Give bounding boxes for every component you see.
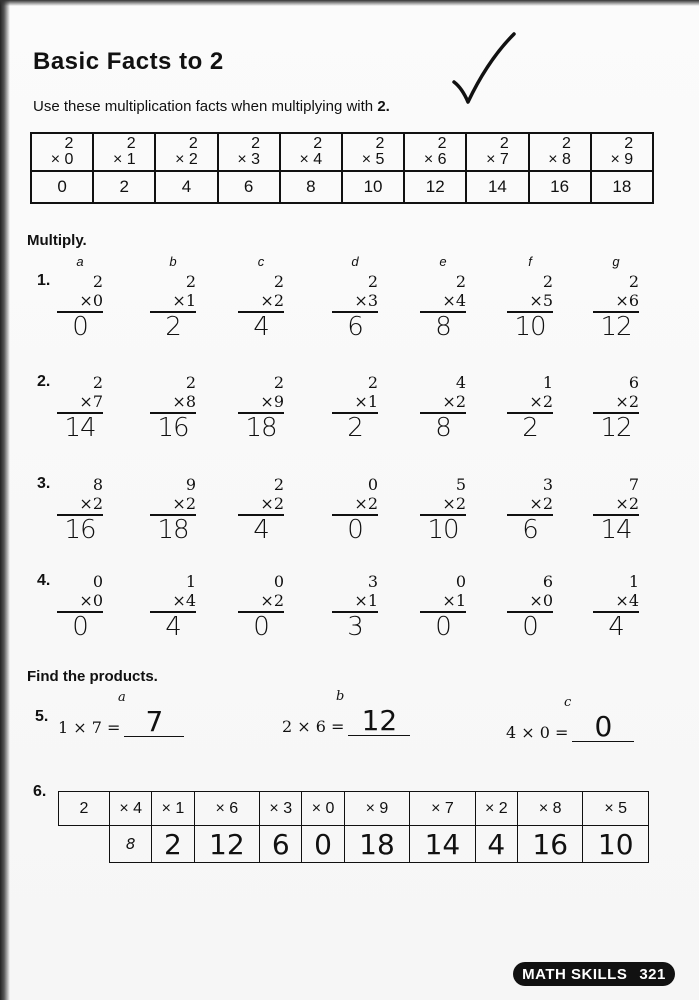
fact-stack: [362, 136, 385, 168]
fact-stack: [486, 136, 509, 168]
handwritten-answer[interactable]: 14: [64, 413, 96, 443]
fact-product: 16: [529, 171, 591, 203]
problem-2-f: [507, 373, 553, 442]
column-letter-b: b: [169, 254, 177, 269]
handwritten-answer[interactable]: 10: [427, 515, 459, 545]
row-number-1: 1.: [37, 272, 51, 289]
row-number-2: 2.: [37, 373, 51, 390]
problem-4-e: [420, 572, 466, 641]
multiplier: ×8: [172, 392, 196, 411]
problem-3-a: [57, 475, 103, 544]
row-number-5: 5.: [35, 708, 49, 725]
table6-multiplier: × 8: [517, 792, 582, 826]
item-letter: a: [118, 690, 126, 705]
fact-top: 2: [562, 135, 571, 152]
multiplicand: 1: [542, 373, 553, 392]
expression: 4 × 0 =: [506, 723, 569, 742]
multiplicand: 2: [273, 373, 284, 392]
fact-top: 2: [64, 135, 74, 152]
table6-multiplier: × 6: [194, 792, 259, 826]
table6-answer[interactable]: 14: [410, 826, 475, 863]
fact-stack: [237, 136, 260, 168]
multiplier: ×0: [529, 591, 553, 610]
problem-3-b: [150, 475, 196, 544]
footer-brand: MATH SKILLS: [522, 965, 628, 983]
multiplier: ×2: [615, 494, 639, 513]
fact-stack: [175, 136, 198, 168]
handwritten-answer[interactable]: 4: [608, 612, 624, 642]
table6-answer[interactable]: 12: [194, 826, 259, 863]
column-letter-f: f: [528, 254, 532, 269]
problem-3-d: [332, 475, 378, 544]
products-table: [58, 791, 649, 863]
fact-multiplier: × 6: [423, 151, 447, 168]
fact-cell: [31, 133, 93, 171]
multiplier: ×1: [442, 591, 466, 610]
multiplicand: 0: [92, 572, 103, 591]
multiplicand: 2: [367, 272, 378, 291]
table6-multiplier: × 9: [344, 792, 409, 826]
table6-empty: [59, 826, 110, 863]
multiplier: ×1: [172, 291, 196, 310]
checkmark-icon: [448, 30, 528, 110]
problem-4-a: [57, 572, 103, 641]
answer-blank[interactable]: 12: [348, 707, 410, 736]
problem-4-b: [150, 572, 196, 641]
problem-1-d: [332, 272, 378, 341]
fact-stack: [113, 136, 136, 168]
handwritten-answer[interactable]: 3: [347, 612, 363, 642]
multiplier: ×4: [442, 291, 466, 310]
fact-product: 10: [342, 171, 404, 203]
multiplicand: 0: [455, 572, 466, 591]
problem-2-c: [238, 373, 284, 442]
multiplier: ×1: [354, 392, 378, 411]
fact-top: 2: [437, 135, 447, 152]
multiplicand: 2: [185, 373, 196, 392]
expression: 2 × 6 =: [282, 717, 345, 736]
column-letter-g: g: [612, 254, 620, 269]
fact-multiplier: × 2: [175, 151, 198, 168]
fact-top: 2: [188, 135, 198, 152]
footer-badge: [513, 962, 675, 986]
row-number-6: 6.: [33, 783, 47, 800]
multiplicand: 6: [542, 572, 553, 591]
fact-cell: [342, 133, 404, 171]
fact-cell: [218, 133, 280, 171]
handwritten-answer[interactable]: 16: [157, 413, 189, 443]
fact-product: 12: [404, 171, 466, 203]
problem-4-c: [238, 572, 284, 641]
fact-stack: [424, 136, 447, 168]
problem-3-e: [420, 475, 466, 544]
problem-2-e: [420, 373, 466, 442]
multiplicand: 2: [542, 272, 553, 291]
footer-page-number: 321: [639, 965, 666, 983]
multiplier: ×2: [529, 494, 553, 513]
table6-answer[interactable]: 0: [302, 826, 344, 863]
table6-answer[interactable]: 10: [583, 826, 649, 863]
fact-product: 2: [93, 171, 155, 203]
multiplier: ×2: [442, 392, 466, 411]
table6-multiplier: × 5: [583, 792, 649, 826]
problem-3-f: [507, 475, 553, 544]
table6-multiplier: × 1: [152, 792, 194, 826]
fact-multiplier: × 0: [50, 151, 74, 168]
multiplicand: 1: [185, 572, 196, 591]
handwritten-answer[interactable]: 0: [253, 612, 269, 642]
multiplicand: 7: [628, 475, 639, 494]
multiplier: ×2: [442, 494, 466, 513]
multiplicand: 0: [273, 572, 284, 591]
instructions-text: Use these multiplication facts when multiplying with: [33, 98, 378, 115]
fact-stack: [548, 136, 571, 168]
handwritten-answer[interactable]: 18: [157, 515, 189, 545]
table6-multiplier: × 2: [475, 792, 517, 826]
multiplier: ×2: [79, 494, 103, 513]
fact-top: 2: [624, 135, 634, 152]
item-letter: b: [336, 689, 345, 704]
multiplicand: 2: [92, 373, 103, 392]
fact-cell: [93, 133, 155, 171]
multiplier: ×0: [79, 591, 103, 610]
handwritten-answer[interactable]: 0: [522, 612, 538, 642]
multiplier: ×2: [354, 494, 378, 513]
multiplier: ×2: [260, 591, 284, 610]
handwritten-answer[interactable]: 2: [347, 413, 363, 443]
handwritten-answer[interactable]: 16: [64, 515, 96, 545]
table6-answer[interactable]: 2: [152, 826, 194, 863]
page-title: Basic Facts to 2: [33, 48, 224, 75]
fact-top: 2: [375, 135, 385, 152]
multiply-heading: Multiply.: [27, 232, 87, 249]
multiplier: ×6: [615, 291, 639, 310]
fact-multiplier: × 9: [610, 151, 634, 168]
multiplier: ×5: [529, 291, 553, 310]
find-product-b: [282, 689, 410, 737]
multiplier: ×2: [260, 494, 284, 513]
handwritten-answer[interactable]: 2: [522, 413, 538, 443]
table6-multiplier: × 7: [410, 792, 475, 826]
fact-stack: [300, 136, 323, 168]
fact-product: 18: [591, 171, 653, 203]
fact-multiplier: × 7: [486, 151, 509, 168]
problem-1-g: [593, 272, 639, 341]
fact-top: 2: [251, 135, 260, 152]
handwritten-answer[interactable]: 12: [600, 312, 632, 342]
table6-start: 2: [59, 792, 110, 826]
handwritten-answer[interactable]: 0: [72, 312, 88, 342]
problem-3-c: [238, 475, 284, 544]
find-products-heading: Find the products.: [27, 668, 158, 685]
fact-cell: [529, 133, 591, 171]
handwritten-answer[interactable]: 4: [253, 312, 269, 342]
fact-multiplier: × 5: [361, 151, 385, 168]
find-product-c: [506, 695, 634, 743]
fact-top: 2: [313, 135, 323, 152]
column-letter-a: a: [76, 254, 84, 269]
handwritten-answer[interactable]: 8: [435, 312, 451, 342]
handwritten-answer[interactable]: 4: [165, 612, 181, 642]
fact-product: 6: [218, 171, 280, 203]
problem-4-d: [332, 572, 378, 641]
instructions-number: 2.: [377, 98, 390, 115]
column-letter-c: c: [257, 254, 265, 269]
fact-stack: [611, 136, 634, 168]
multiplier: ×1: [354, 591, 378, 610]
problem-1-f: [507, 272, 553, 341]
table6-multiplier: × 4: [110, 792, 152, 826]
handwritten-answer[interactable]: 10: [514, 312, 546, 342]
column-letter-d: d: [351, 254, 359, 269]
page-shadow-top: [0, 0, 699, 6]
handwritten-answer[interactable]: 6: [522, 515, 538, 545]
multiplicand: 9: [185, 475, 196, 494]
table6-answer[interactable]: 16: [517, 826, 582, 863]
multiplicand: 1: [628, 572, 639, 591]
table6-answer[interactable]: 6: [260, 826, 302, 863]
fact-cell: [466, 133, 528, 171]
fact-cell: [591, 133, 653, 171]
multiplicand: 6: [628, 373, 639, 392]
fact-multiplier: × 4: [299, 151, 323, 168]
multiplier: ×9: [260, 392, 284, 411]
problem-2-a: [57, 373, 103, 442]
table6-answer[interactable]: 18: [344, 826, 409, 863]
handwritten-answer[interactable]: 6: [347, 312, 363, 342]
fact-top: 2: [126, 135, 136, 152]
fact-product: 8: [280, 171, 342, 203]
problem-2-b: [150, 373, 196, 442]
find-product-a: [58, 690, 184, 738]
multiplier: ×2: [529, 392, 553, 411]
row-number-3: 3.: [37, 475, 51, 492]
fact-product: 4: [155, 171, 217, 203]
problem-2-g: [593, 373, 639, 442]
fact-stack: [51, 136, 74, 168]
multiplicand: 8: [92, 475, 103, 494]
handwritten-answer[interactable]: 0: [435, 612, 451, 642]
multiplicand: 4: [455, 373, 466, 392]
table6-answer[interactable]: 4: [475, 826, 517, 863]
multiplicand: 2: [628, 272, 639, 291]
multiplier: ×2: [615, 392, 639, 411]
handwritten-answer[interactable]: 0: [72, 612, 88, 642]
handwritten-answer[interactable]: 4: [253, 515, 269, 545]
problem-1-b: [150, 272, 196, 341]
handwritten-answer[interactable]: 8: [435, 413, 451, 443]
fact-product: 0: [31, 171, 93, 203]
multiplier: ×3: [354, 291, 378, 310]
multiplicand: 2: [455, 272, 466, 291]
fact-cell: [280, 133, 342, 171]
answer-blank[interactable]: 7: [124, 708, 184, 737]
problem-1-a: [57, 272, 103, 341]
fact-cell: [404, 133, 466, 171]
multiplier: ×0: [79, 291, 103, 310]
multiplicand: 3: [542, 475, 553, 494]
handwritten-answer[interactable]: 0: [347, 515, 363, 545]
multiplier: ×7: [79, 392, 103, 411]
facts-table: [30, 132, 654, 204]
multiplicand: 5: [455, 475, 466, 494]
row-number-4: 4.: [37, 572, 51, 589]
multiplicand: 2: [273, 272, 284, 291]
fact-multiplier: × 1: [112, 151, 136, 168]
multiplicand: 0: [367, 475, 378, 494]
multiplier: ×4: [172, 591, 196, 610]
fact-cell: [155, 133, 217, 171]
instructions: [33, 98, 390, 115]
multiplicand: 2: [185, 272, 196, 291]
table6-multiplier: × 3: [260, 792, 302, 826]
item-letter: c: [564, 695, 572, 710]
fact-product: 14: [466, 171, 528, 203]
page-shadow-left: [0, 0, 10, 1000]
answer-blank[interactable]: 0: [572, 713, 634, 742]
fact-multiplier: × 3: [237, 151, 260, 168]
multiplicand: 2: [367, 373, 378, 392]
fact-multiplier: × 8: [548, 151, 571, 168]
handwritten-answer[interactable]: 12: [600, 413, 632, 443]
multiplicand: 2: [92, 272, 103, 291]
multiplicand: 2: [273, 475, 284, 494]
fact-top: 2: [499, 135, 509, 152]
handwritten-answer[interactable]: 18: [245, 413, 277, 443]
table6-multiplier: × 0: [302, 792, 344, 826]
problem-1-e: [420, 272, 466, 341]
handwritten-answer[interactable]: 14: [600, 515, 632, 545]
problem-1-c: [238, 272, 284, 341]
handwritten-answer[interactable]: 2: [165, 312, 181, 342]
multiplicand: 3: [367, 572, 378, 591]
problem-4-g: [593, 572, 639, 641]
multiplier: ×2: [260, 291, 284, 310]
multiplier: ×2: [172, 494, 196, 513]
column-letter-e: e: [439, 254, 447, 269]
problem-3-g: [593, 475, 639, 544]
problem-4-f: [507, 572, 553, 641]
multiplier: ×4: [615, 591, 639, 610]
problem-2-d: [332, 373, 378, 442]
table6-answer[interactable]: 8: [110, 826, 152, 863]
expression: 1 × 7 =: [58, 718, 121, 737]
